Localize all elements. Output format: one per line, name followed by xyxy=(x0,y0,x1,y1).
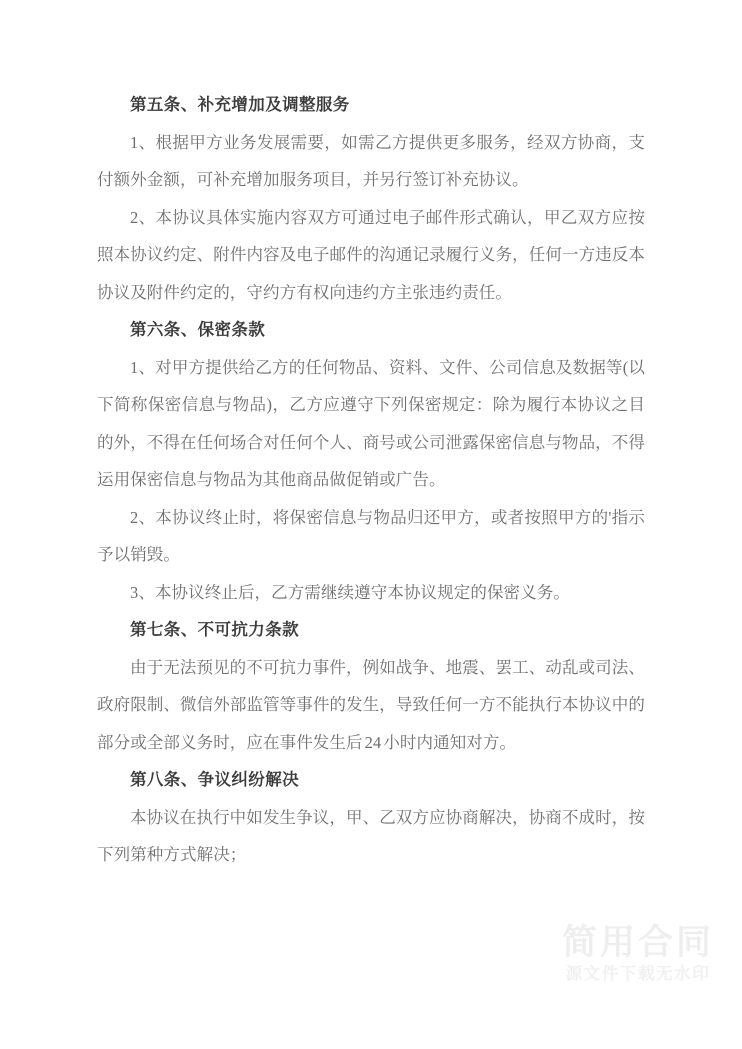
clause-paragraph-6-2: 2、本协议终止时，将保密信息与物品归还甲方，或者按照甲方的'指示予以销毁。 xyxy=(97,507,645,564)
clause-heading-8: 第八条、争议纠纷解决 xyxy=(130,770,299,789)
watermark-title: 简用合同 xyxy=(561,923,714,963)
clause-paragraph-5-2: 2、本协议具体实施内容双方可通过电子邮件形式确认，甲乙双方应按照本协议约定、附件内容及电子邮件的沟通记录履行义务，任何一方违反本协议及附件约定的，守约方有权向违约方主张违约责任。 xyxy=(97,207,645,302)
watermark xyxy=(562,923,714,987)
clause-paragraph-5-1: 1、根据甲方业务发展需要，如需乙方提供更多服务，经双方协商，支付额外金额，可补充增加服务项目，并另行签订补充协议。 xyxy=(97,132,645,189)
clause-heading-5: 第五条、补充增加及调整服务 xyxy=(130,95,350,114)
clause-paragraph-7-1: 由于无法预见的不可抗力事件，例如战争、地震、罢工、动乱或司法、政府限制、微信外部监管等事件的发生，导致任何一方不能执行本协议中的部分或全部义务时，应在事件发生后 24 小时内通知对方。 xyxy=(97,657,645,752)
clause-paragraph-6-1: 1、对甲方提供给乙方的任何物品、资料、文件、公司信息及数据等(以下简称保密信息与物品)，乙方应遵守下列保密规定：除为履行本协议之目的外，不得在任何场合对任何个人、商号或公司泄露保密信息与物品，不得运用保密信息与物品为其他商品做促销或广告。 xyxy=(97,357,645,489)
clause-heading-6: 第六条、保密条款 xyxy=(130,320,266,339)
clause-paragraph-6-3: 3、本协议终止后，乙方需继续遵守本协议规定的保密义务。 xyxy=(130,582,570,602)
clause-paragraph-8-1: 本协议在执行中如发生争议，甲、乙双方应协商解决，协商不成时，按下列第种方式解决； xyxy=(97,807,645,864)
document-body xyxy=(97,86,645,874)
watermark-subtitle: 源文件下载无水印 xyxy=(565,965,711,984)
clause-heading-7: 第七条、不可抗力条款 xyxy=(130,620,299,639)
